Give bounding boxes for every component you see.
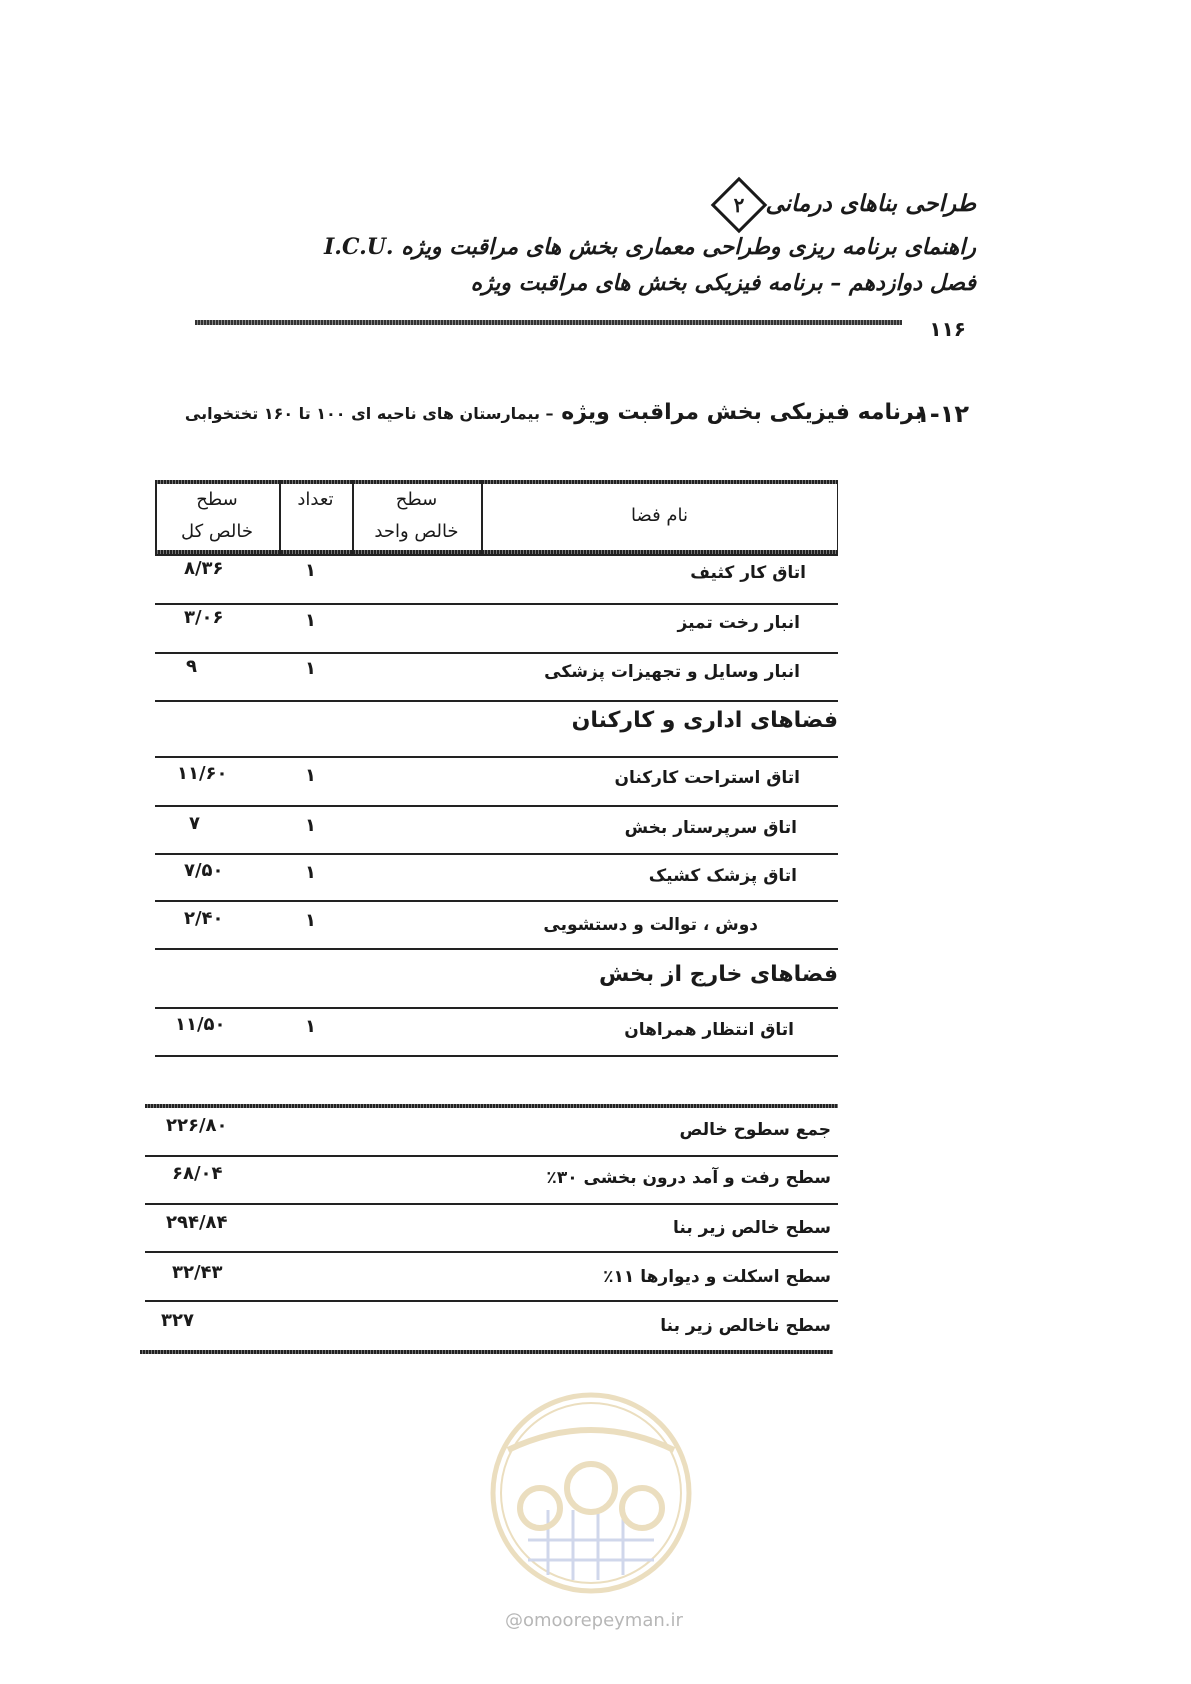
watermark-text: @omoorepeyman.ir xyxy=(505,1610,683,1631)
col-space-name: نام فضا xyxy=(630,505,689,526)
row-total: ۲/۴۰ xyxy=(184,908,224,929)
summary-label: سطح خالص زیر بنا xyxy=(673,1218,831,1238)
row-rule xyxy=(155,700,838,702)
row-rule xyxy=(145,1251,838,1253)
row-rule xyxy=(155,1055,838,1057)
row-rule xyxy=(155,948,838,950)
summary-label: سطح ناخالص زیر بنا xyxy=(660,1316,831,1336)
row-total: ۳/۰۶ xyxy=(184,607,224,628)
row-total: ۷/۵۰ xyxy=(184,860,224,881)
row-name: اتاق سرپرستار بخش xyxy=(624,818,797,838)
table-number: ۱-۱۲ xyxy=(915,400,969,428)
row-rule xyxy=(145,1155,838,1157)
summary-value: ۲۹۴/۸۴ xyxy=(166,1212,228,1233)
chapter-title: فصل دوازدهم – برنامه فیزیکی بخش های مراقبت ویژه xyxy=(470,270,976,296)
row-rule xyxy=(155,554,838,556)
row-count: ۱ xyxy=(305,765,316,786)
row-name: اتاق پزشک کشیک xyxy=(648,866,797,886)
row-rule xyxy=(145,1300,838,1302)
row-rule xyxy=(155,900,838,902)
section-heading: فضاهای خارج از بخش xyxy=(598,962,838,987)
watermark-logo-icon xyxy=(488,1390,694,1596)
summary-value: ۶۸/۰۴ xyxy=(172,1163,223,1184)
summary-top-rule xyxy=(145,1104,838,1108)
table-title xyxy=(185,400,923,425)
col-total-area-1: سطح xyxy=(196,489,238,510)
summary-label: جمع سطوح خالص xyxy=(679,1120,831,1140)
col-unit-area-2: خالص واحد xyxy=(374,521,459,542)
row-count: ۱ xyxy=(305,610,316,631)
volume-badge-icon: ۲ xyxy=(711,177,768,234)
header-divider xyxy=(195,320,902,325)
row-rule xyxy=(155,805,838,807)
table-header xyxy=(155,480,838,554)
col-count: تعداد xyxy=(297,489,334,510)
table-title-subtitle: – بیمارستان های ناحیه ای ۱۰۰ تا ۱۶۰ تختخوابی xyxy=(184,404,554,423)
row-rule xyxy=(155,756,838,758)
row-total: ۷ xyxy=(189,813,200,834)
book-title-text: طراحی بناهای درمانی xyxy=(765,190,976,217)
row-name: دوش ، توالت و دستشویی xyxy=(543,915,758,935)
row-rule xyxy=(155,603,838,605)
col-unit-area-1: سطح xyxy=(395,489,438,510)
row-count: ۱ xyxy=(305,560,316,581)
book-subtitle: راهنمای برنامه ریزی وطراحی معماری بخش های مراقبت ویژه .I.C.U xyxy=(324,234,976,260)
row-total: ۱۱/۶۰ xyxy=(177,763,228,784)
summary-value: ۲۲۶/۸۰ xyxy=(166,1115,228,1136)
book-title xyxy=(713,185,976,225)
summary-value: ۳۲۷ xyxy=(161,1310,194,1331)
row-rule xyxy=(155,652,838,654)
row-total: ۱۱/۵۰ xyxy=(175,1014,226,1035)
row-name: انبار رخت تمیز xyxy=(677,613,800,633)
row-name: اتاق استراحت کارکنان xyxy=(614,768,800,788)
table-title-main: برنامه فیزیکی بخش مراقبت ویژه xyxy=(561,400,923,425)
row-count: ۱ xyxy=(305,815,316,836)
col-total-area-2: خالص کل xyxy=(180,521,254,542)
summary-label: سطح رفت و آمد درون بخشی ۳۰٪ xyxy=(546,1168,831,1188)
summary-label: سطح اسکلت و دیوارها ۱۱٪ xyxy=(603,1267,831,1287)
row-count: ۱ xyxy=(305,862,316,883)
row-total: ۹ xyxy=(186,656,197,677)
row-rule xyxy=(155,1007,838,1009)
summary-value: ۳۲/۴۳ xyxy=(172,1262,223,1283)
table-bottom-rule xyxy=(140,1350,833,1354)
row-total: ۸/۳۶ xyxy=(184,558,224,579)
row-rule xyxy=(155,853,838,855)
section-heading: فضاهای اداری و کارکنان xyxy=(571,708,838,733)
row-name: انبار وسایل و تجهیزات پزشکی xyxy=(544,662,800,682)
row-count: ۱ xyxy=(305,910,316,931)
page-number: ۱۱۶ xyxy=(929,317,966,341)
row-rule xyxy=(145,1203,838,1205)
row-name: اتاق انتظار همراهان xyxy=(624,1020,794,1040)
row-name: اتاق کار کثیف xyxy=(690,563,806,583)
row-count: ۱ xyxy=(305,1016,316,1037)
row-count: ۱ xyxy=(305,658,316,679)
